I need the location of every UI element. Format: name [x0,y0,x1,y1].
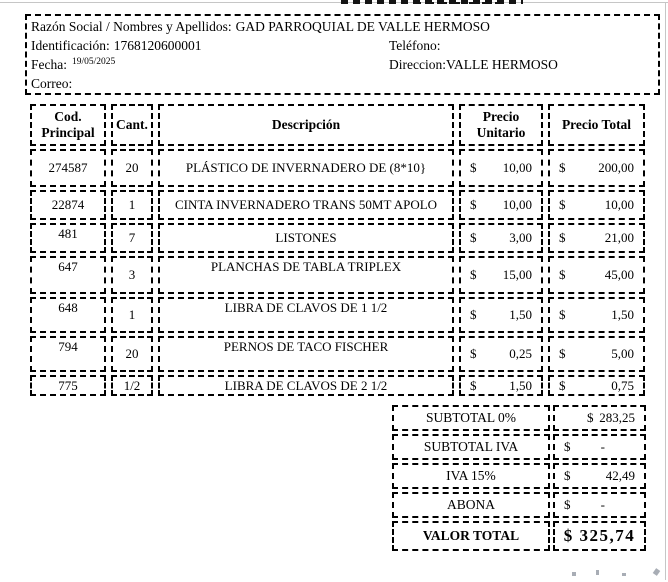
table-row [30,223,645,253]
item-cant: 7 [111,223,153,253]
item-desc: CINTA INVERNADERO TRANS 50MT APOLO [158,190,454,220]
item-cant: 1 [111,297,153,333]
top-clipped-text-fragment-2 [356,2,506,4]
item-total-price: $ 10,00 [548,190,645,220]
item-total-price: $ 1,50 [548,297,645,333]
item-cod: 481 [30,223,106,253]
item-desc: PLANCHAS DE TABLA TRIPLEX [158,256,454,294]
col-header-desc: Descripción [158,104,454,146]
item-cod: 775 [30,375,106,396]
valor-total-label: VALOR TOTAL [392,521,550,551]
totals-row [392,434,646,460]
item-cod: 647 [30,256,106,294]
items-header-row [30,104,645,146]
fecha-label: Fecha: [31,57,67,72]
identificacion-line [31,36,654,55]
telefono-label: Teléfono: [389,38,441,53]
abona-label: ABONA [392,492,550,518]
subtotal-iva-value: $ - [553,434,646,460]
currency-symbol: $ [470,307,477,322]
totals-table [389,402,649,554]
table-row [30,256,645,294]
item-cant: 3 [111,256,153,294]
item-desc: LISTONES [158,223,454,253]
item-unit-price: $ 3,00 [459,223,543,253]
currency-symbol: $ [559,307,566,322]
item-unit-price: $ 15,00 [459,256,543,294]
item-desc: LIBRA DE CLAVOS DE 1 1/2 [158,297,454,333]
currency-symbol: $ [470,267,477,282]
identificacion-label: Identificación: [31,38,110,53]
correo-line [31,74,654,93]
currency-symbol: $ [559,230,566,245]
item-unit-price: $ 1,50 [459,297,543,333]
currency-symbol: $ [564,439,571,454]
item-cant: 1/2 [111,375,153,396]
fecha-line [31,55,654,74]
subtotal-0-label: SUBTOTAL 0% [392,405,550,431]
table-row [30,336,645,372]
item-cant: 20 [111,149,153,187]
currency-symbol: $ [564,497,571,512]
razon-social-line [31,17,654,36]
subtotal-0-value: $ 283,25 [553,405,646,431]
currency-symbol: $ [470,230,477,245]
currency-symbol: $ [559,346,566,361]
item-cant: 20 [111,336,153,372]
page-edge-right-line [665,2,666,580]
item-total-price: $ 0,75 [548,375,645,396]
table-row [30,297,645,333]
currency-symbol: $ [559,377,566,393]
item-unit-price: $ 10,00 [459,190,543,220]
iva-15-label: IVA 15% [392,463,550,489]
item-unit-price: $ 0,25 [459,336,543,372]
currency-symbol: $ [559,267,566,282]
totals-row [392,463,646,489]
item-desc: PERNOS DE TACO FISCHER [158,336,454,372]
totals-row [392,405,646,431]
items-table [25,101,650,399]
col-header-cant: Cant. [111,104,153,146]
col-header-unit: Precio Unitario [459,104,543,146]
correo-label: Correo: [31,76,73,91]
fecha-value: 19/05/2025 [72,57,116,67]
razon-social-value: GAD PARROQUIAL DE VALLE HERMOSO [235,19,490,34]
subtotal-iva-label: SUBTOTAL IVA [392,434,550,460]
col-header-cod: Cod. Principal [30,104,106,146]
item-cant: 1 [111,190,153,220]
currency-symbol: $ [470,377,477,393]
currency-symbol: $ [470,160,477,175]
item-total-price: $ 200,00 [548,149,645,187]
table-row [30,149,645,187]
currency-symbol: $ [559,160,566,175]
abona-value: $ - [553,492,646,518]
item-desc: PLÁSTICO DE INVERNADERO DE (8*10} [158,149,454,187]
table-row [30,190,645,220]
grand-total-row [392,521,646,551]
iva-15-value: $ 42,49 [553,463,646,489]
item-total-price: $ 5,00 [548,336,645,372]
item-total-price: $ 45,00 [548,256,645,294]
watermark-fragment [570,568,662,580]
item-unit-price: $ 1,50 [459,375,543,396]
razon-social-label: Razón Social / Nombres y Apellidos: [31,19,232,34]
currency-symbol: $ [587,410,594,425]
item-cod: 794 [30,336,106,372]
direccion-label: Direccion: [389,57,446,72]
item-cod: 22874 [30,190,106,220]
item-cod: 274587 [30,149,106,187]
currency-symbol: $ [470,197,477,212]
item-cod: 648 [30,297,106,333]
table-row [30,375,645,396]
page-edge-top-line [0,2,668,3]
item-desc: LIBRA DE CLAVOS DE 2 1/2 [158,375,454,396]
item-unit-price: $ 10,00 [459,149,543,187]
direccion-group [389,55,558,74]
direccion-value: VALLE HERMOSO [445,57,558,72]
customer-info-box [25,14,660,95]
valor-total-value: $ 325,74 [553,521,646,551]
identificacion-value: 1768120600001 [113,38,202,53]
currency-symbol: $ [564,468,571,483]
currency-symbol: $ [470,346,477,361]
totals-row [392,492,646,518]
item-total-price: $ 21,00 [548,223,645,253]
col-header-total: Precio Total [548,104,645,146]
currency-symbol: $ [559,197,566,212]
